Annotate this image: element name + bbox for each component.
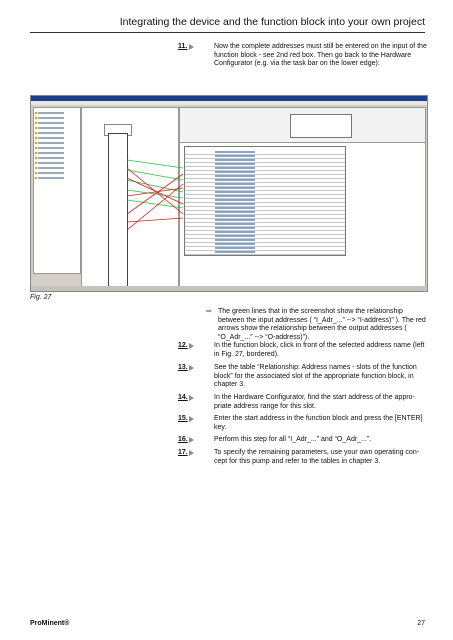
step-15 xyxy=(178,415,428,432)
step-arrow-icon xyxy=(189,450,194,456)
step-number: 16. xyxy=(178,436,188,443)
screenshot-figure xyxy=(30,95,428,292)
note-text: The green lines that in the screenshot show the relationship between the input addresses ( “I_Adr_...” --> “I-address)” ). The red arrows show the relationship between the output addresses ( “O_Adr_...” --> “O-address)”). xyxy=(218,308,426,341)
step-number: 17. xyxy=(178,449,188,456)
step-number: 11. xyxy=(178,43,188,50)
step-12 xyxy=(178,342,428,359)
step-17 xyxy=(178,449,428,466)
note-symbol: ⇨ xyxy=(206,308,212,315)
step-arrow-icon xyxy=(189,365,194,371)
page-header: Integrating the device and the function block into your own project xyxy=(30,14,425,33)
step-arrow-icon xyxy=(189,437,194,443)
step-arrow-icon xyxy=(189,44,194,50)
step-text: Enter the start address in the function block and press the [ENTER] key. xyxy=(214,415,423,431)
step-number: 15. xyxy=(178,415,188,422)
note xyxy=(206,308,430,342)
screenshot-statusbar xyxy=(31,286,427,291)
step-text: Now the complete addresses must still be entered on the input of the function block - see 2nd red box. Then go back to the Hardware Configurator (e.g. via the task bar on the lower edge): xyxy=(214,43,427,68)
figure-label: Fig. 27 xyxy=(30,294,52,301)
step-14 xyxy=(178,394,428,411)
step-number: 14. xyxy=(178,394,188,401)
step-number: 13. xyxy=(178,364,188,371)
step-arrow-icon xyxy=(189,343,194,349)
step-13 xyxy=(178,364,428,390)
brand-logo: ProMinent® xyxy=(30,620,70,627)
page-number: 27 xyxy=(417,620,425,627)
step-number: 12. xyxy=(178,342,188,349)
step-text: See the table “Relationship: Address names - slots of the function block” for the associated slot of the appropriate function block, in chapter 3. xyxy=(214,364,417,389)
green-lines xyxy=(127,160,183,208)
step-11 xyxy=(178,43,428,69)
step-16 xyxy=(178,436,428,445)
step-text: To specify the remaining parameters, use your own operating con-cept for this pump and refer to the tables in chapter 3. xyxy=(214,449,420,465)
step-arrow-icon xyxy=(189,416,194,422)
step-text: In the Hardware Configurator, find the start address of the appro-priate address range for this slot. xyxy=(214,394,415,410)
step-arrow-icon xyxy=(189,395,194,401)
step-text: In the function block, click in front of the selected address name (left in Fig. 27, bordered). xyxy=(214,342,425,358)
connection-lines xyxy=(31,96,427,291)
red-lines xyxy=(127,168,183,230)
step-text: Perform this step for all “I_Adr_...” and “O_Adr_...”. xyxy=(214,436,372,443)
